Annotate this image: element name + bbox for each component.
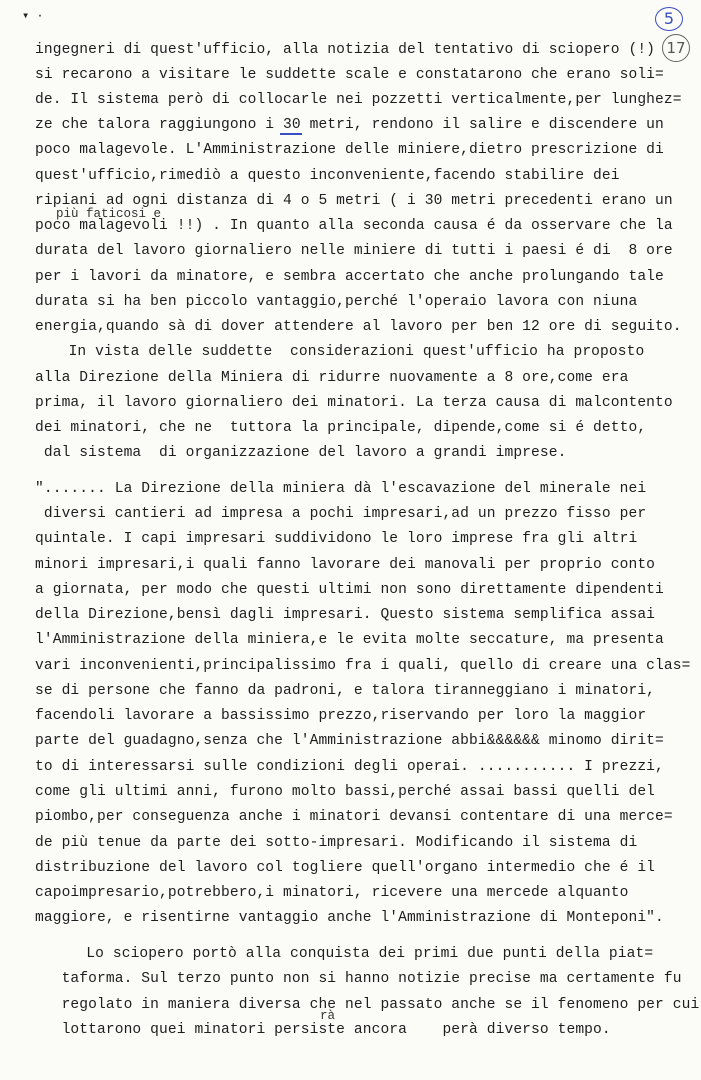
interlinear-correction: rà — [320, 1009, 336, 1023]
text-line: de più tenue da parte dei sotto-impresari. Modificando il sistema di — [35, 835, 638, 851]
text-line: ripiani ad ogni distanza di 4 o 5 metri ( i 30 metri precedenti erano un — [35, 193, 673, 209]
text-line: l'Amministrazione della miniera,e le evita molte seccature, ma presenta — [35, 632, 664, 648]
text-line: poco malagevole. L'Amministrazione delle miniere,dietro prescrizione di — [35, 142, 664, 158]
text-line: ze che talora raggiungono i 30 metri, rendono il salire e discendere un — [35, 117, 664, 133]
text-line: regolato in maniera diversa che nel passato anche se il fenomeno per cui — [35, 997, 700, 1013]
text-line: dal sistema di organizzazione del lavoro a grandi imprese. — [35, 445, 567, 461]
text-line: taforma. Sul terzo punto non si hanno notizie precise ma certamente fu — [35, 971, 682, 987]
text-line: parte del guadagno,senza che l'Amministrazione abbi&&&&&& minomo dirit= — [35, 733, 664, 749]
text-line: se di persone che fanno da padroni, e talora tiranneggiano i minatori, — [35, 683, 656, 699]
corner-marks: ▾ · — [22, 9, 44, 23]
text-line: maggiore, e risentirne vantaggio anche l'Amministrazione di Monteponi". — [35, 910, 664, 926]
text-line: poco malagevoli !!) . In quanto alla seconda causa é da osservare che la — [35, 218, 673, 234]
text-line: piombo,per conseguenza anche i minatori devansi contentare di una merce= — [35, 809, 673, 825]
text-line: vari inconvenienti,principalissimo fra i quali, quello di creare una clas= — [35, 658, 691, 674]
text-line: a giornata, per modo che questi ultimi non sono direttamente dipendenti — [35, 582, 664, 598]
text-line: "....... La Direzione della miniera dà l'escavazione del minerale nei — [35, 481, 647, 497]
text-line: lottarono quei minatori persiste ancora perà diverso tempo. — [35, 1022, 611, 1038]
text-line: capoimpresario,potrebbero,i minatori, ricevere una mercede alquanto — [35, 885, 629, 901]
text-line: durata del lavoro giornaliero nelle miniere di tutti i paesi é di 8 ore — [35, 243, 673, 259]
text-line: quintale. I capi impresari suddividono le loro imprese fra gli altri — [35, 531, 638, 547]
text-line: Lo sciopero portò alla conquista dei primi due punti della piat= — [42, 946, 654, 962]
text-line: facendoli lavorare a bassissimo prezzo,riservando per loro la maggior — [35, 708, 647, 724]
text-line: quest'ufficio,rimediò a questo inconveniente,facendo stabilire dei — [35, 168, 620, 184]
text-line: dei minatori, che ne tuttora la principale, dipende,come si é detto, — [35, 420, 647, 436]
text-line: prima, il lavoro giornaliero dei minatori. La terza causa di malcontento — [35, 395, 673, 411]
text-line: minori impresari,i quali fanno lavorare dei manovali per proprio conto — [35, 557, 656, 573]
text-line: diversi cantieri ad impresa a pochi impresari,ad un prezzo fisso per — [35, 506, 647, 522]
text-line: In vista delle suddette considerazioni quest'ufficio ha proposto — [42, 344, 645, 360]
text-line: ingegneri di quest'ufficio, alla notizia del tentativo di sciopero (!) — [35, 42, 656, 58]
text-line: energia,quando sà di dover attendere al lavoro per ben 12 ore di seguito. — [35, 319, 682, 335]
text-line: della Direzione,bensì dagli impresari. Questo sistema semplifica assai — [35, 607, 656, 623]
circled-sheet-number: 17 — [662, 34, 690, 62]
circled-page-number: 5 — [655, 7, 683, 31]
text-line: to di interessarsi sulle condizioni degli operai. ........... I prezzi, — [35, 759, 664, 775]
text-line: distribuzione del lavoro col togliere quell'organo intermedio che é il — [35, 860, 656, 876]
text-line: per i lavori da minatore, e sembra accertato che anche prolungando tale — [35, 269, 664, 285]
text-line: de. Il sistema però di collocarle nei pozzetti verticalmente,per lunghez= — [35, 92, 682, 108]
text-line: durata si ha ben piccolo vantaggio,perché l'operaio lavora con niuna — [35, 294, 638, 310]
text-line: come gli ultimi anni, furono molto bassi,perché assai bassi quelli del — [35, 784, 656, 800]
text-line: alla Direzione della Miniera di ridurre nuovamente a 8 ore,come era — [35, 370, 629, 386]
text-line: si recarono a visitare le suddette scale e constatarono che erano soli= — [35, 67, 664, 83]
interlinear-correction: più faticosi e — [56, 207, 162, 221]
